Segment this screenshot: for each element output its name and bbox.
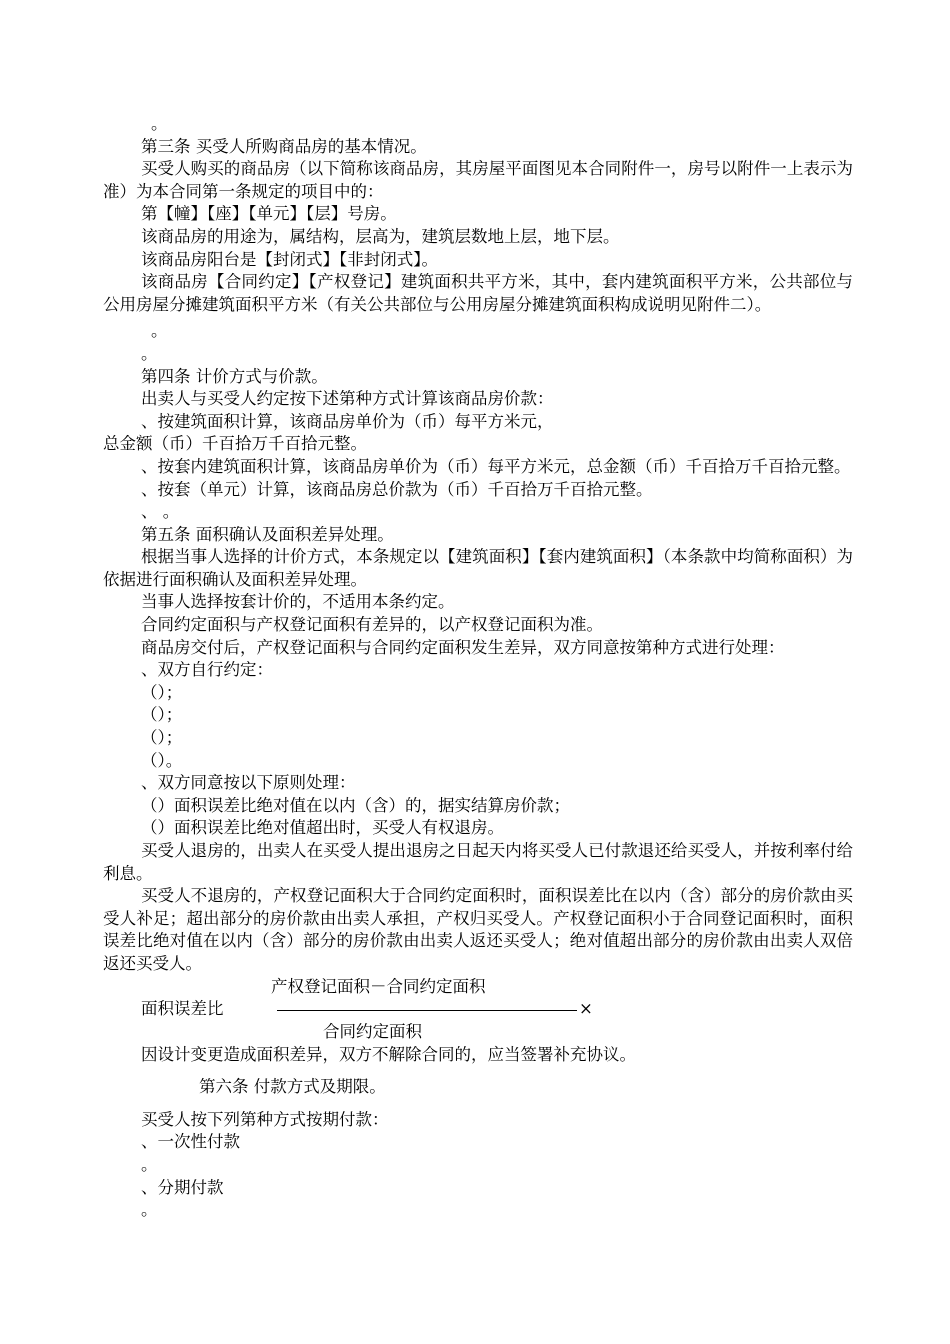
paragraph: 买受人退房的，出卖人在买受人提出退房之日起天内将买受人已付款退还给买受人，并按利率付给利息。 [103,841,853,883]
paragraph: 、 。 [141,502,180,522]
paragraph: （）面积误差比绝对值在以内（含）的，据实结算房价款； [141,795,570,815]
paragraph: 、双方自行约定： [141,660,273,680]
paragraph: 、按套（单元）计算，该商品房总价款为（币）千百拾万千百拾元整。 [141,479,653,499]
area-error-ratio-formula [141,976,853,1044]
fraction-bar [277,1010,577,1011]
paragraph: 买受人购买的商品房（以下简称该商品房，其房屋平面图见本合同附件一，房号以附件一上表示为准）为本合同第一条规定的项目中的： [103,159,853,201]
paragraph: 当事人选择按套计价的，不适用本条约定。 [141,592,455,612]
paragraph: 合同约定面积与产权登记面积有差异的，以产权登记面积为准。 [141,615,603,635]
paragraph: （）面积误差比绝对值超出时，买受人有权退房。 [141,818,504,838]
paragraph: （）； [141,705,183,725]
article-5-heading: 第五条 面积确认及面积差异处理。 [141,524,394,544]
article-4-heading: 第四条 计价方式与价款。 [141,366,328,386]
paragraph: 买受人按下列第种方式按期付款： [141,1109,389,1129]
paragraph: 买受人不退房的，产权登记面积大于合同约定面积时，面积误差比在以内（含）部分的房价款由买受人补足；超出部分的房价款由出卖人承担，产权归买受人。产权登记面积小于合同登记面积时，面积误差比绝对值在以内（含）部分的房价款由出卖人返还买受人；绝对值超出部分的房价款由出卖人双倍返还买受人。 [103,886,853,973]
formula-label: 面积误差比 [141,998,224,1018]
paragraph: 总金额（币）千百拾万千百拾元整。 [103,434,367,454]
paragraph: 、按建筑面积计算，该商品房单价为（币）每平方米元， [141,411,554,431]
formula-times: × [579,998,593,1018]
paragraph: （）； [141,682,183,702]
paragraph: 该商品房阳台是【封闭式】【非封闭式】。 [141,249,438,269]
paragraph: 商品房交付后，产权登记面积与合同约定面积发生差异，双方同意按第种方式进行处理： [141,637,785,657]
paragraph: 该商品房【合同约定】【产权登记】建筑面积共平方米，其中，套内建筑面积平方米，公共部位与公用房屋分摊建筑面积平方米（有关公共部位与公用房屋分摊建筑面积构成说明见附件二）。 [103,272,853,314]
paragraph: 。 [151,114,168,133]
document-body [103,113,853,1222]
formula-denominator: 合同约定面积 [323,1021,422,1041]
paragraph: （）； [141,728,183,748]
paragraph: 。 [151,321,168,341]
paragraph: 、双方同意按以下原则处理： [141,773,356,793]
paragraph: 第【幢】【座】【单元】【层】号房。 [141,204,397,224]
paragraph: 该商品房的用途为，属结构，层高为，建筑层数地上层，地下层。 [141,226,620,246]
paragraph: 。 [141,1200,158,1220]
article-3-heading: 第三条 买受人所购商品房的基本情况。 [141,136,427,156]
paragraph: 根据当事人选择的计价方式，本条规定以【建筑面积】【套内建筑面积】（本条款中均简称面积）为依据进行面积确认及面积差异处理。 [103,547,853,589]
paragraph: （）。 [141,750,183,770]
paragraph: 、按套内建筑面积计算，该商品房单价为（币）每平方米元，总金额（币）千百拾万千百拾元整。 [141,456,851,476]
article-6-heading: 第六条 付款方式及期限。 [199,1077,386,1097]
formula-numerator: 产权登记面积－合同约定面积 [271,976,486,996]
paragraph: 、分期付款 [141,1177,224,1197]
paragraph: 出卖人与买受人约定按下述第种方式计算该商品房价款： [141,389,554,409]
paragraph: 。 [141,1154,158,1174]
paragraph: 因设计变更造成面积差异，双方不解除合同的，应当签署补充协议。 [141,1044,636,1064]
paragraph: 、一次性付款 [141,1132,240,1152]
paragraph: 。 [141,343,158,363]
